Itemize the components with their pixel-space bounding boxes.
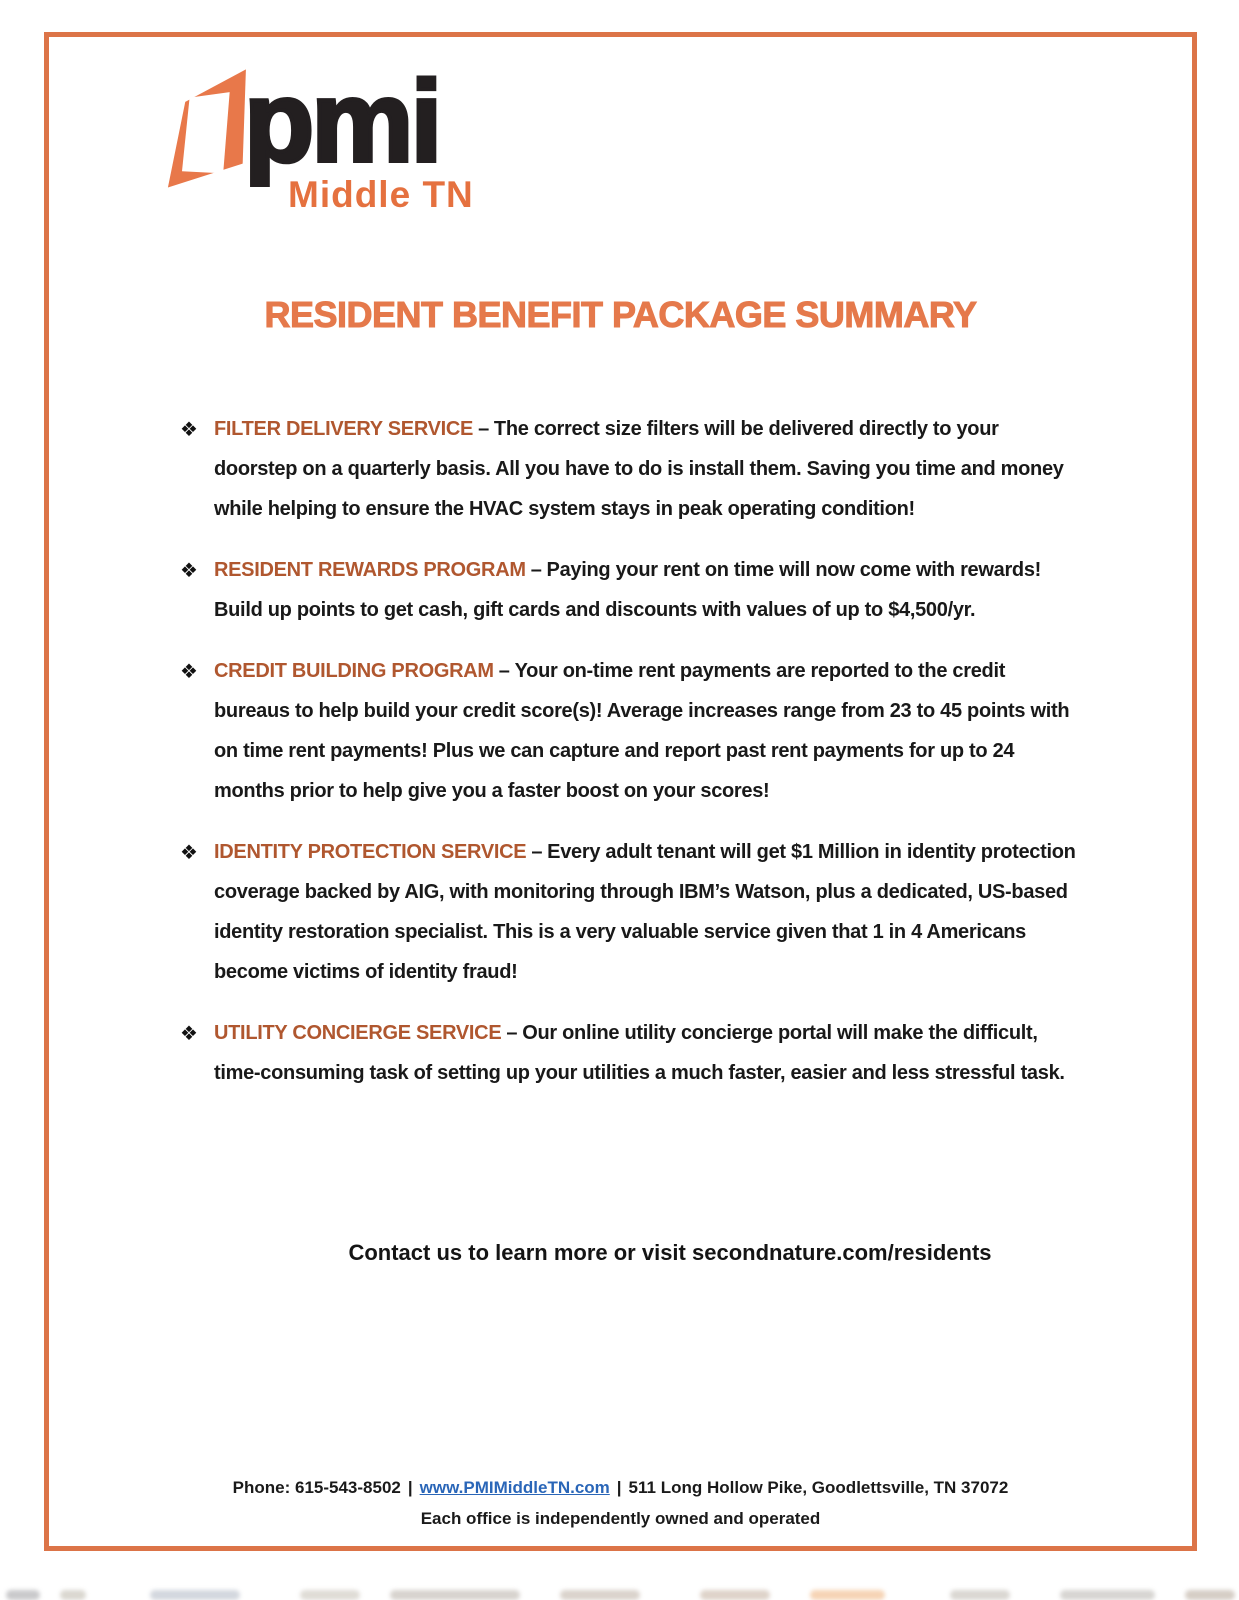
benefit-body: Our online utility concierge portal will make the difficult, time-consuming task of setting up your utilities a much faster, easier and less stressful task. [214,1022,1065,1084]
benefit-body: Every adult tenant will get $1 Million in identity protection coverage backed by AIG, with monitoring through IBM’s Watson, plus a dedicated, US-based identity restoration specialist. This is a very valuable service given that 1 in 4 Americans become victims of identity fraud! [214,841,1076,983]
footer-separator: | [616,1478,622,1497]
diamond-bullet-icon: ❖ [180,560,198,582]
brand-name: pmi [244,58,440,186]
benefit-heading: FILTER DELIVERY SERVICE [214,418,474,440]
benefit-body: The correct size filters will be delivered directly to your doorstep on a quarterly basis. All you have to do is install them. Saving you time and money while helping to ensure the HVAC system stays in peak operating condition! [214,418,1064,520]
benefit-body: Your on-time rent payments are reported to the credit bureaus to help build your credit score(s)! Average increases range from 23 to 45 points with on time rent payments! Plus we can capture and report past rent payments for up to 24 months prior to help give you a faster boost on your scores! [214,660,1070,802]
benefits-list [180,409,1080,1114]
benefit-item-utility-concierge [180,1013,1080,1093]
benefit-separator: – [530,559,542,581]
benefit-item-credit-building [180,651,1080,811]
footer-tagline: Each office is independently owned and operated [420,1509,821,1528]
diamond-bullet-icon: ❖ [180,842,198,864]
website-link[interactable]: www.PMIMiddleTN.com [419,1478,610,1497]
benefit-heading: UTILITY CONCIERGE SERVICE [214,1022,502,1044]
benefit-item-filter-delivery [180,409,1080,529]
page-title: RESIDENT BENEFIT PACKAGE SUMMARY [264,294,977,335]
footer-contact-row [44,1478,1197,1498]
logo-text [244,58,474,216]
footer-separator: | [407,1478,413,1497]
benefit-item-identity-protection [180,832,1080,992]
benefit-item-resident-rewards [180,550,1080,630]
benefit-heading: IDENTITY PROTECTION SERVICE [214,841,527,863]
office-address: 511 Long Hollow Pike, Goodlettsville, TN 37072 [628,1478,1009,1497]
benefit-separator: – [478,418,489,440]
benefit-separator: – [506,1022,518,1044]
diamond-bullet-icon: ❖ [180,1023,198,1045]
benefit-heading: RESIDENT REWARDS PROGRAM [214,559,526,581]
contact-line: Contact us to learn more or visit secondnature.com/residents [348,1240,992,1265]
benefit-separator: – [498,660,510,682]
diamond-bullet-icon: ❖ [180,661,198,683]
phone-number: Phone: 615-543-8502 [232,1478,401,1497]
benefit-separator: – [531,841,543,863]
benefit-body: Paying your rent on time will now come with rewards! Build up points to get cash, gift cards and discounts with values of up to $4,500/yr. [214,559,1042,621]
benefit-heading: CREDIT BUILDING PROGRAM [214,660,494,682]
logo [156,58,474,216]
diamond-bullet-icon: ❖ [180,419,198,441]
brand-subtitle: Middle TN [288,174,474,215]
